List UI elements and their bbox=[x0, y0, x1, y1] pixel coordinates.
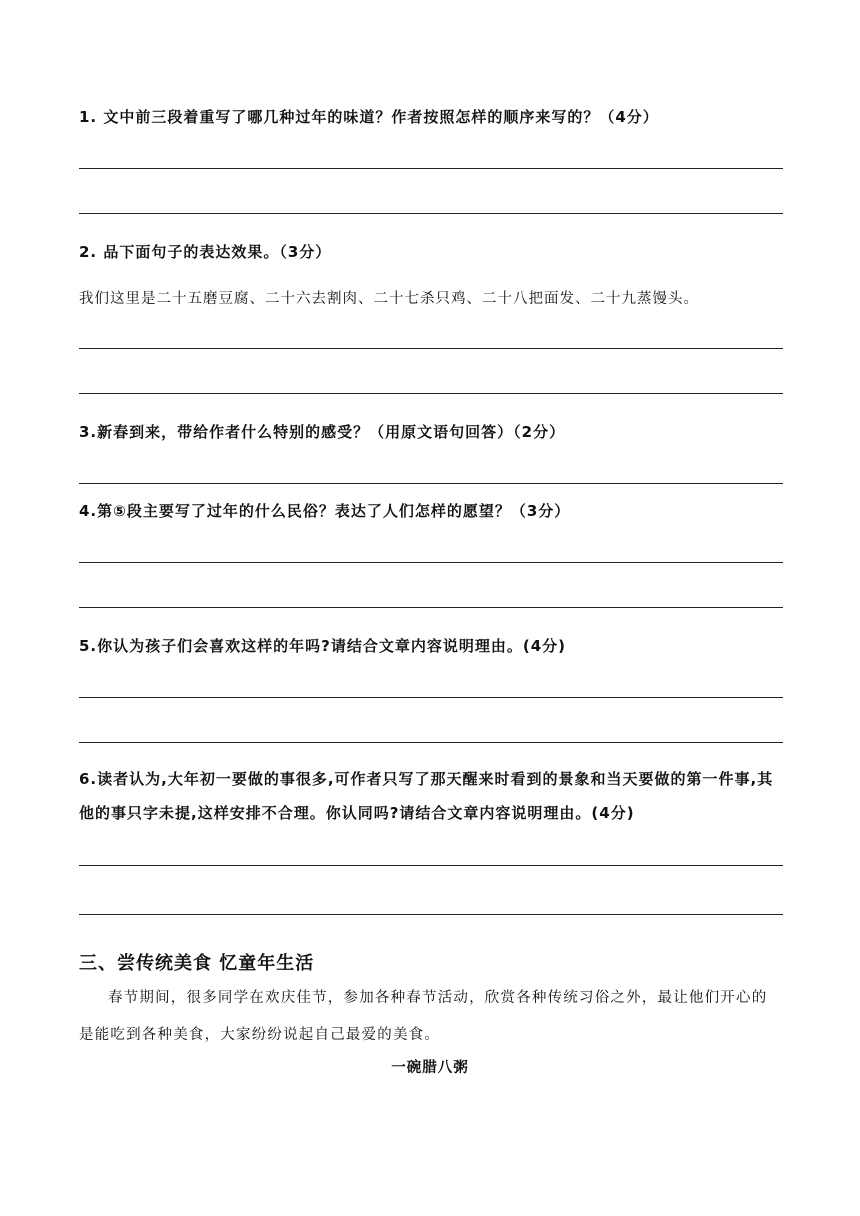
answer-line bbox=[79, 213, 783, 214]
answer-line bbox=[79, 562, 783, 563]
section-heading: 三、尝传统美食 忆童年生活 bbox=[79, 953, 315, 974]
question-1: 1. 文中前三段着重写了哪几种过年的味道？作者按照怎样的顺序来写的？（4分） bbox=[79, 108, 659, 126]
question-5: 5.你认为孩子们会喜欢这样的年吗?请结合文章内容说明理由。(4分) bbox=[79, 637, 566, 655]
question-4: 4.第⑤段主要写了过年的什么民俗？表达了人们怎样的愿望？（3分） bbox=[79, 502, 571, 520]
question-6: 6.读者认为,大年初一要做的事很多,可作者只写了那天醒来时看到的景象和当天要做的第一件事,其他的事只字未提,这样安排不合理。你认同吗?请结合文章内容说明理由。(4分) bbox=[79, 770, 774, 822]
example-sentence: 我们这里是二十五磨豆腐、二十六去割肉、二十七杀只鸡、二十八把面发、二十九蒸馒头。 bbox=[79, 291, 699, 307]
answer-line bbox=[79, 168, 783, 169]
reading-title: 一碗腊八粥 bbox=[391, 1060, 469, 1076]
answer-line bbox=[79, 697, 783, 698]
answer-line bbox=[79, 607, 783, 608]
question-3: 3.新春到来，带给作者什么特别的感受？（用原文语句回答）（2分） bbox=[79, 423, 566, 441]
answer-line bbox=[79, 914, 783, 915]
answer-line bbox=[79, 393, 783, 394]
answer-line bbox=[79, 348, 783, 349]
answer-line bbox=[79, 742, 783, 743]
section-paragraph: 春节期间，很多同学在欢庆佳节，参加各种春节活动，欣赏各种传统习俗之外，最让他们开心的是能吃到各种美食，大家纷纷说起自己最爱的美食。 bbox=[79, 990, 768, 1043]
answer-line bbox=[79, 483, 783, 484]
answer-line bbox=[79, 865, 783, 866]
question-2: 2. 品下面句子的表达效果。（3分） bbox=[79, 243, 332, 261]
